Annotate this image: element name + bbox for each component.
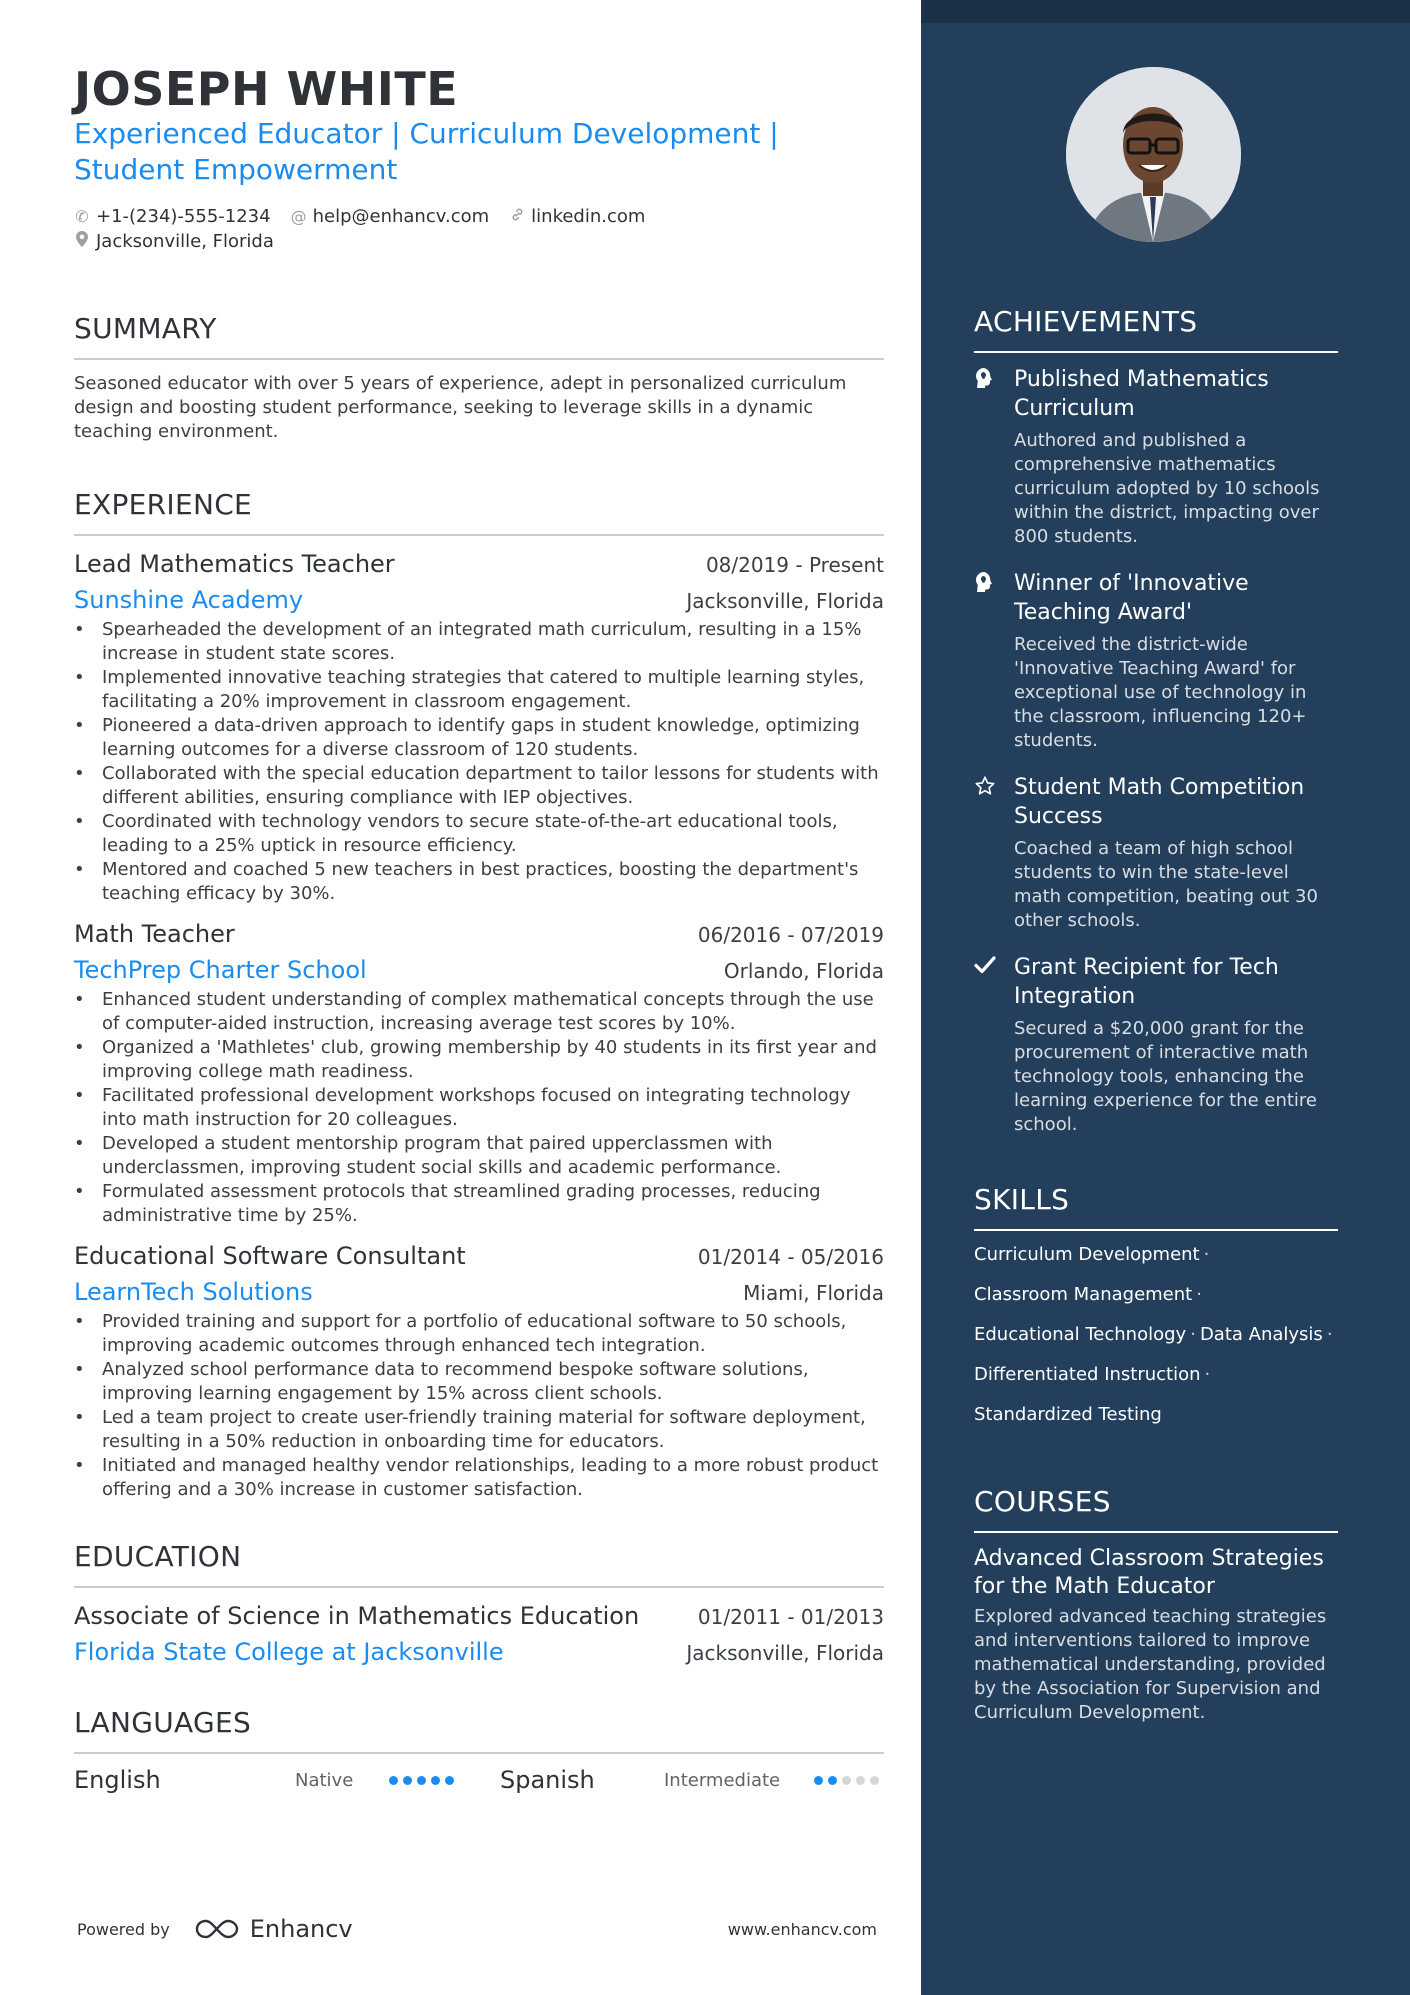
bullet-item: • Enhanced student understanding of complex mathematical concepts through the use of computer-aided instruction, increasing average test scores by 10%.: [74, 988, 884, 1036]
course-title: Advanced Classroom Strategies for the Math Educator: [974, 1546, 1324, 1599]
phone-text: +1-(234)-555-1234: [96, 206, 271, 227]
powered-by-label: Powered by: [77, 1919, 170, 1939]
bullet-item: • Analyzed school performance data to recommend bespoke software solutions, improving learning engagement by 15% across client schools.: [74, 1358, 884, 1406]
achievement-item: [974, 569, 1338, 753]
proficiency-dot: [870, 1776, 879, 1785]
bullet-item: • Collaborated with the special education department to tailor lessons for students with different abilities, ensuring compliance with IEP objectives.: [74, 762, 884, 810]
job-company: LearnTech Solutions: [74, 1278, 313, 1306]
degree: Associate of Science in Mathematics Education: [74, 1602, 640, 1630]
achievement-title: Student Math Competition Success: [1014, 775, 1305, 829]
bullet-item: • Pioneered a data-driven approach to identify gaps in student knowledge, optimizing learning outcomes for a diverse classroom of 120 students.: [74, 714, 884, 762]
powered-by: [77, 1915, 353, 1943]
languages-row: [74, 1764, 884, 1796]
language-level: Native: [295, 1769, 354, 1791]
achievement-item: [974, 365, 1338, 549]
achievement-desc: Secured a $20,000 grant for the procurement of interactive math technology tools, enhancing the learning experience for the entire school.: [1014, 1018, 1317, 1135]
skills-section: [974, 1183, 1338, 1443]
language-proficiency: [389, 1776, 500, 1785]
location-text: Jacksonville, Florida: [96, 231, 274, 252]
skill-item: Data Analysis: [1199, 1324, 1323, 1345]
experience-title: EXPERIENCE: [74, 488, 884, 536]
phone-icon: ✆: [75, 207, 89, 226]
job-bullets: [74, 988, 884, 1228]
courses-title: COURSES: [974, 1485, 1338, 1533]
achievement-desc: Coached a team of high school students to win the state-level math competition, beating out 30 other schools.: [1014, 838, 1318, 931]
checkmark-icon: [974, 953, 1014, 1137]
education-section: [74, 1540, 884, 1668]
achievement-desc: Received the district-wide 'Innovative Teaching Award' for exceptional use of technology in the classroom, influencing 120+ students.: [1014, 634, 1307, 751]
candidate-name: JOSEPH WHITE: [74, 62, 459, 116]
email-contact[interactable]: [291, 204, 490, 229]
job-date: 08/2019 - Present: [705, 553, 884, 577]
language-proficiency: [814, 1776, 879, 1785]
summary-section: [74, 312, 884, 444]
job-title: Lead Mathematics Teacher: [74, 550, 395, 578]
job-location: Jacksonville, Florida: [686, 589, 884, 613]
bullet-item: • Formulated assessment protocols that streamlined grading processes, reducing administrative time by 25%.: [74, 1180, 884, 1228]
profile-photo: [1066, 67, 1241, 242]
location-pin-icon: [74, 229, 90, 254]
location-contact: [74, 229, 274, 254]
star-icon: [974, 773, 1014, 933]
achievement-item: [974, 953, 1338, 1137]
achievement-title: Published Mathematics Curriculum: [1014, 367, 1269, 421]
achievement-title: Grant Recipient for Tech Integration: [1014, 955, 1279, 1009]
courses-section: [974, 1485, 1338, 1725]
job-location: Orlando, Florida: [723, 959, 884, 983]
phone-contact[interactable]: [74, 204, 271, 229]
school-name: Florida State College at Jacksonville: [74, 1638, 504, 1666]
summary-text: Seasoned educator with over 5 years of experience, adept in personalized curriculum design and boosting student performance, seeking to leverage skills in a dynamic teaching environment.: [74, 373, 847, 442]
job-title: Math Teacher: [74, 920, 235, 948]
at-icon: @: [290, 207, 307, 226]
linkedin-contact[interactable]: [509, 204, 645, 229]
skill-item: Classroom Management: [974, 1284, 1193, 1305]
brand-logo[interactable]: [194, 1915, 353, 1943]
education-date: 01/2011 - 01/2013: [697, 1605, 884, 1629]
skill-item: Curriculum Development: [974, 1244, 1200, 1265]
proficiency-dot: [842, 1776, 851, 1785]
course-desc: Explored advanced teaching strategies and interventions tailored to improve mathematical understanding, provided by the Association for Supervision and Curriculum Development.: [974, 1606, 1327, 1723]
job-title: Educational Software Consultant: [74, 1242, 466, 1270]
proficiency-dot: [403, 1776, 412, 1785]
languages-section: [74, 1706, 884, 1796]
job-location: Miami, Florida: [743, 1281, 884, 1305]
job-date: 01/2014 - 05/2016: [697, 1245, 884, 1269]
job-entry: [74, 548, 884, 906]
job-entry: [74, 918, 884, 1228]
bullet-item: • Led a team project to create user-friendly training material for software deployment, resulting in a 50% reduction in onboarding time for educators.: [74, 1406, 884, 1454]
school-location: Jacksonville, Florida: [686, 1641, 884, 1665]
experience-section: [74, 488, 884, 1502]
job-date: 06/2016 - 07/2019: [697, 923, 884, 947]
proficiency-dot: [445, 1776, 454, 1785]
skill-separator: ·: [1204, 1364, 1211, 1385]
linkedin-text: linkedin.com: [531, 206, 646, 227]
bullet-item: • Mentored and coached 5 new teachers in best practices, boosting the department's teaching efficacy by 30%.: [74, 858, 884, 906]
sidebar: [921, 0, 1410, 1995]
languages-title: LANGUAGES: [74, 1706, 884, 1754]
job-bullets: [74, 618, 884, 906]
summary-title: SUMMARY: [74, 312, 884, 360]
brand-name: Enhancv: [249, 1915, 353, 1943]
bullet-item: • Provided training and support for a portfolio of educational software to 50 schools, improving academic outcomes through enhanced tech integration.: [74, 1310, 884, 1358]
link-icon: [509, 204, 525, 229]
sidebar-top-bar: [921, 0, 1410, 23]
skill-item: Standardized Testing: [974, 1404, 1162, 1425]
proficiency-dot: [828, 1776, 837, 1785]
skill-separator: ·: [1196, 1284, 1202, 1305]
bullet-item: • Organized a 'Mathletes' club, growing membership by 40 students in its first year and improving college math readiness.: [74, 1036, 884, 1084]
website-link[interactable]: www.enhancv.com: [727, 1919, 877, 1939]
proficiency-dot: [814, 1776, 823, 1785]
skills-title: SKILLS: [974, 1183, 1338, 1231]
job-company: Sunshine Academy: [74, 586, 304, 614]
bullet-item: • Implemented innovative teaching strategies that catered to multiple learning styles, facilitating a 20% improvement in classroom engagement.: [74, 666, 884, 714]
skill-separator: ·: [1203, 1244, 1210, 1265]
lightbulb-head-icon: [974, 365, 1014, 549]
proficiency-dot: [431, 1776, 440, 1785]
bullet-item: • Initiated and managed healthy vendor relationships, leading to a more robust product offering and a 30% increase in customer satisfaction.: [74, 1454, 884, 1502]
skill-separator: ·: [1190, 1324, 1196, 1345]
achievement-desc: Authored and published a comprehensive mathematics curriculum adopted by 10 schools within the district, impacting over 800 students.: [1014, 430, 1320, 547]
language-level: Intermediate: [664, 1769, 781, 1791]
lightbulb-head-icon: [974, 569, 1014, 753]
language-name: English: [74, 1766, 161, 1794]
education-title: EDUCATION: [74, 1540, 884, 1588]
achievements-title: ACHIEVEMENTS: [974, 305, 1338, 353]
job-company: TechPrep Charter School: [74, 956, 367, 984]
proficiency-dot: [417, 1776, 426, 1785]
bullet-item: • Facilitated professional development workshops focused on integrating technology into math instruction for 20 colleagues.: [74, 1084, 884, 1132]
bullet-item: • Spearheaded the development of an integrated math curriculum, resulting in a 15% increase in student state scores.: [74, 618, 884, 666]
proficiency-dot: [389, 1776, 398, 1785]
email-text: help@enhancv.com: [312, 206, 490, 227]
language-name: Spanish: [500, 1766, 595, 1794]
proficiency-dot: [856, 1776, 865, 1785]
contact-info: [74, 204, 884, 254]
bullet-item: • Coordinated with technology vendors to secure state-of-the-art educational tools, leading to a 25% uptick in resource efficiency.: [74, 810, 884, 858]
skill-separator: ·: [1326, 1324, 1333, 1345]
job-entry: [74, 1240, 884, 1502]
achievements-section: [974, 305, 1338, 1137]
bullet-item: • Developed a student mentorship program that paired upperclassmen with underclassmen, improving student social skills and academic performance.: [74, 1132, 884, 1180]
headline: Experienced Educator | Curriculum Development | Student Empowerment: [74, 117, 779, 186]
skills-list: [974, 1243, 1338, 1427]
enhancv-logo-icon: [194, 1917, 240, 1941]
achievement-item: [974, 773, 1338, 933]
skill-item: Educational Technology: [974, 1324, 1187, 1345]
footer: [77, 1915, 877, 1943]
achievement-title: Winner of 'Innovative Teaching Award': [1014, 571, 1249, 625]
job-bullets: [74, 1310, 884, 1502]
skill-item: Differentiated Instruction: [974, 1364, 1201, 1385]
